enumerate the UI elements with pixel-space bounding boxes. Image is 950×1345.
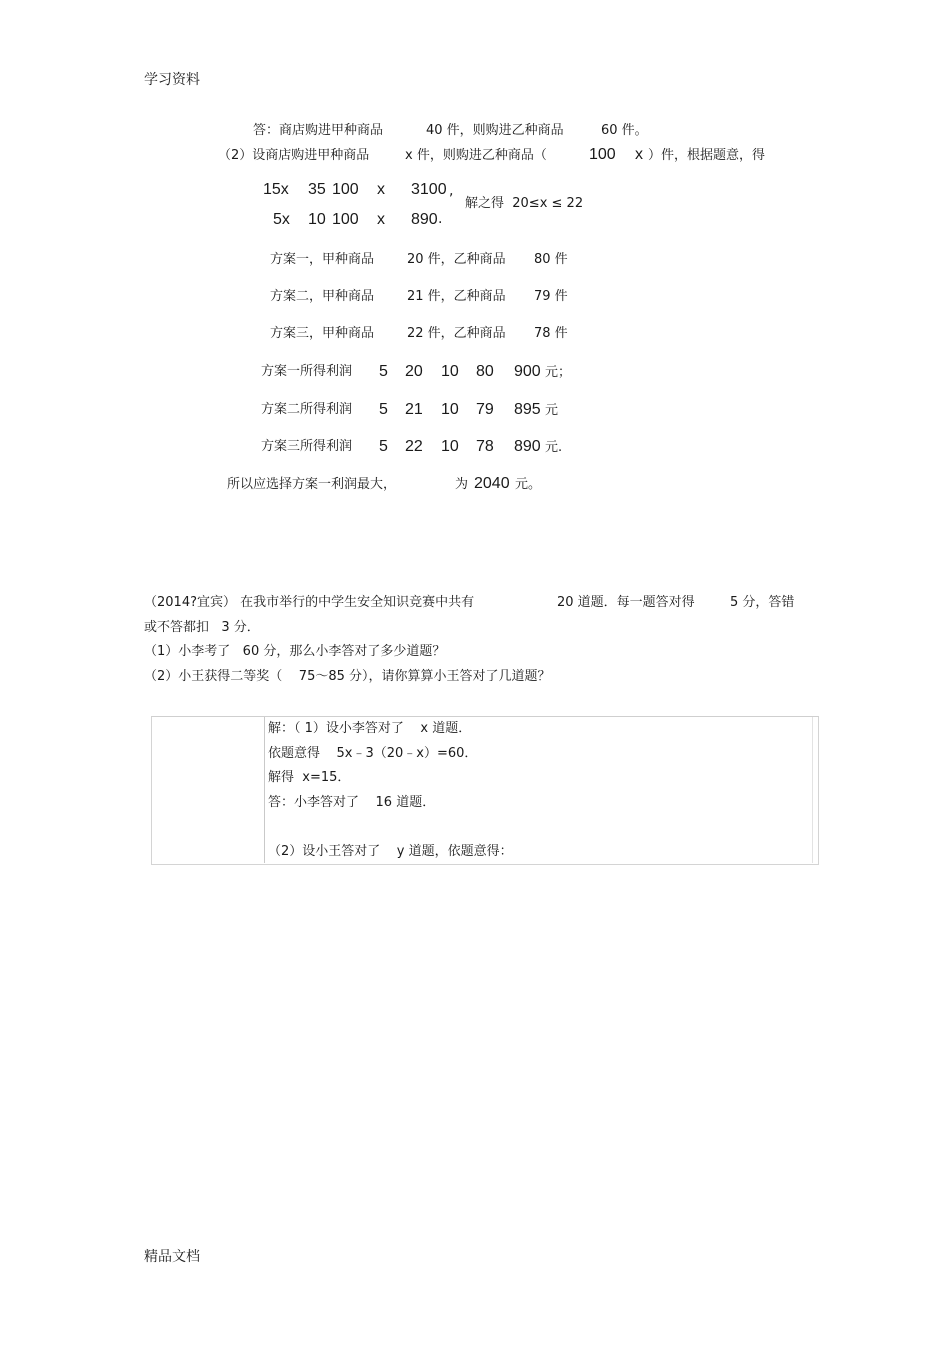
profit-2-label: 方案二所得利润 — [261, 402, 353, 417]
profit-1-unit: 元； — [545, 365, 572, 380]
solution-line-1: 解：（ 1）设小李答对了 x 道题． — [268, 721, 472, 736]
profit-1-e: 900 — [514, 363, 541, 380]
ineq2-term-x: x — [377, 211, 385, 228]
profit-1-label: 方案一所得利润 — [261, 364, 353, 379]
profit-1-a: 5 — [379, 363, 388, 380]
solution-box-divider — [264, 717, 265, 863]
ineq1-term-x: x — [377, 181, 385, 198]
profit-2-c: 10 — [441, 401, 459, 418]
profit-2-b: 21 — [405, 401, 423, 418]
plan-3-end: 78 件 — [534, 326, 568, 341]
solution-box — [151, 716, 819, 865]
problem-q1: （1）小李考了 60 分，那么小李答对了多少道题？ — [144, 644, 446, 659]
profit-1-b: 20 — [405, 363, 423, 380]
ineq2-term-5x: 5x — [273, 211, 290, 228]
profit-3-a: 5 — [379, 438, 388, 455]
problem-line-2: 或不答都扣 3 分． — [144, 620, 260, 635]
conclusion-a: 所以应选择方案一利润最大， — [227, 477, 397, 492]
conclusion-c: 2040 — [474, 475, 510, 492]
plan-2-end: 79 件 — [534, 289, 568, 304]
plan-1-end: 80 件 — [534, 252, 568, 267]
conclusion-d: 元。 — [515, 477, 542, 492]
plan-2-mid: 21 件，乙种商品 — [407, 289, 506, 304]
profit-2-d: 79 — [476, 401, 494, 418]
page-footer: 精品文档 — [144, 1249, 200, 1265]
answer-part1-b: 40 件，则购进乙种商品 — [426, 123, 564, 138]
ineq2-term-10: 10 — [308, 211, 326, 228]
profit-3-b: 22 — [405, 438, 423, 455]
q2-setup-x: x — [635, 146, 643, 163]
profit-2-e: 895 — [514, 401, 541, 418]
problem-line-1b: 20 道题．每一题答对得 — [557, 595, 695, 610]
plan-3-label: 方案三，甲种商品 — [270, 326, 375, 341]
page-header: 学习资料 — [144, 72, 200, 88]
profit-3-c: 10 — [441, 438, 459, 455]
ineq1-term-100: 100 — [332, 181, 359, 198]
ineq1-term-15x: 15x — [263, 181, 289, 198]
problem-q2: （2）小王获得二等奖（ 75～85 分），请你算算小王答对了几道题？ — [144, 669, 551, 684]
profit-1-d: 80 — [476, 363, 494, 380]
profit-3-d: 78 — [476, 438, 494, 455]
solution-line-4: 答：小李答对了 16 道题． — [268, 795, 436, 810]
q2-setup-a: （2）设商店购进甲种商品 — [218, 148, 370, 163]
q2-setup-b: x 件，则购进乙种商品（ — [405, 148, 547, 163]
problem-line-1a: （2014?宜宾） 在我市举行的中学生安全知识竞赛中共有 — [144, 595, 475, 610]
ineq2-term-100: 100 — [332, 211, 359, 228]
plan-2-label: 方案二，甲种商品 — [270, 289, 375, 304]
solution-line-2: 依题意得 5x﹣3（20﹣x）=60． — [268, 746, 478, 761]
profit-3-e: 890 — [514, 438, 541, 455]
profit-3-unit: 元. — [545, 440, 563, 455]
q2-setup-c: ）件，根据题意，得 — [648, 148, 766, 163]
plan-3-mid: 22 件，乙种商品 — [407, 326, 506, 341]
ineq2-term-890: 890 — [411, 211, 438, 228]
q2-setup-100: 100 — [589, 146, 616, 163]
conclusion-b: 为 — [455, 477, 469, 492]
ineq2-period: . — [438, 211, 443, 227]
answer-part1-a: 答：商店购进甲种商品 — [253, 123, 384, 138]
ineq1-comma: , — [449, 183, 454, 199]
solution-line-6: （2）设小王答对了 y 道题，依题意得： — [268, 844, 513, 859]
ineq1-term-35: 35 — [308, 181, 326, 198]
solution-box-edge — [812, 717, 813, 863]
answer-part1-c: 60 件。 — [601, 123, 648, 138]
problem-line-1c: 5 分，答错 — [730, 595, 795, 610]
solution-line-3: 解得 x=15． — [268, 770, 351, 785]
solution-range: 解之得 20≤x ≤ 22 — [465, 196, 584, 211]
profit-2-a: 5 — [379, 401, 388, 418]
ineq1-term-3100: 3100 — [411, 181, 447, 198]
profit-2-unit: 元 — [545, 403, 559, 418]
plan-1-label: 方案一，甲种商品 — [270, 252, 375, 267]
profit-1-c: 10 — [441, 363, 459, 380]
profit-3-label: 方案三所得利润 — [261, 439, 353, 454]
plan-1-mid: 20 件，乙种商品 — [407, 252, 506, 267]
